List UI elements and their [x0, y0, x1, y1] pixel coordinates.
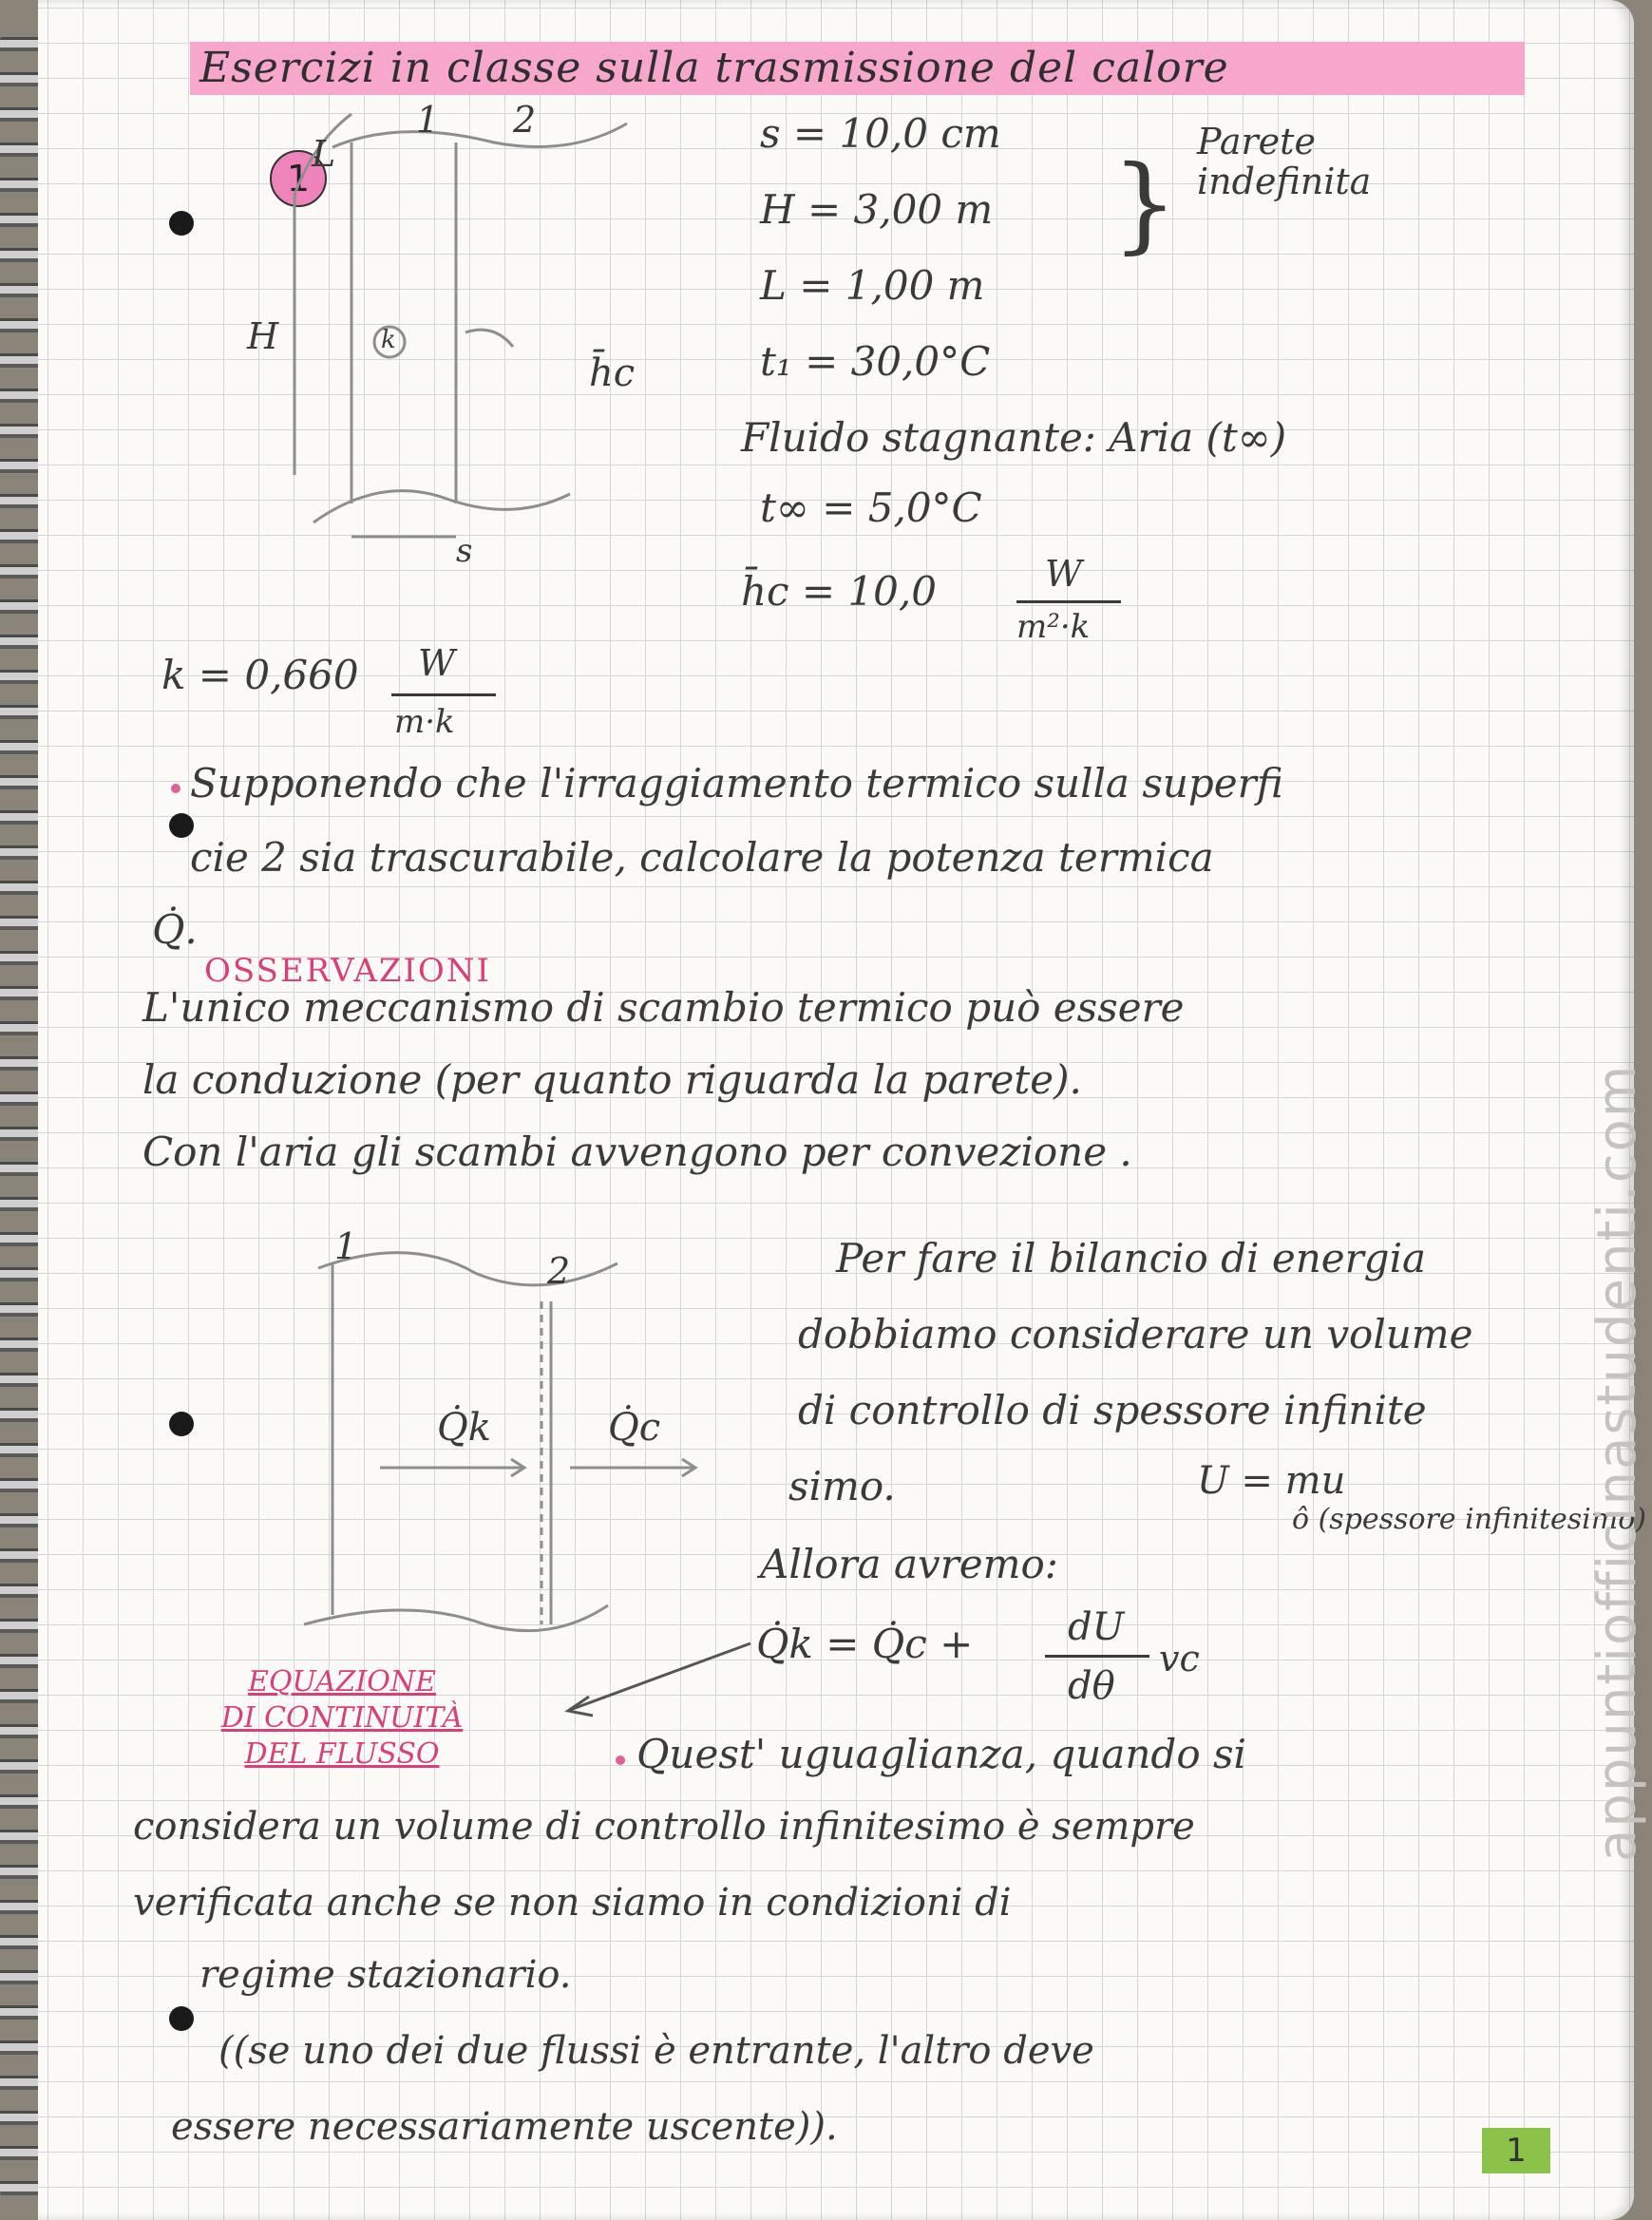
k-unit-den: m·k: [394, 703, 455, 741]
page-title: Esercizi in classe sulla trasmissione del calore: [190, 42, 1525, 95]
paren-line-2: essere necessariamente uscente)).: [171, 2105, 838, 2149]
fluid-line: Fluido stagnante: Aria (t∞): [741, 414, 1287, 461]
equality-line-3: verificata anche se non siamo in condizioni di: [133, 1881, 1012, 1925]
u-equation: U = mu: [1197, 1459, 1346, 1503]
energy-line-1: Per fare il bilancio di energia: [836, 1235, 1427, 1281]
k-fraction-bar: [391, 693, 496, 696]
punch-hole: [169, 2006, 194, 2031]
wall-diagram: [256, 104, 693, 579]
observations-heading: OSSERVAZIONI: [204, 952, 491, 990]
continuity-line-2: DI CONTINUITÀ: [220, 1701, 464, 1735]
diagram2-label-qc: Q̇c: [608, 1406, 661, 1450]
continuity-line-1: EQUAZIONE: [248, 1665, 436, 1698]
given-H: H = 3,00 m: [760, 186, 994, 233]
equality-line-4: regime stazionario.: [199, 1953, 572, 1997]
diagram1-label-k: k: [381, 326, 396, 354]
diagram2-label-1: 1: [334, 1225, 358, 1267]
observation-line-3: Con l'aria gli scambi avvengono per convezione .: [142, 1129, 1132, 1175]
control-volume-diagram: [266, 1206, 760, 1662]
diagram1-label-hc: h̄c: [589, 351, 636, 395]
equation-fraction-bar: [1045, 1655, 1149, 1658]
cv-bottom-curve: [304, 1605, 608, 1631]
notebook-page: [38, 0, 1648, 2220]
given-t1: t₁ = 30,0°C: [760, 338, 991, 385]
t-infinity: t∞ = 5,0°C: [760, 484, 982, 531]
problem-line-3: Q̇.: [152, 906, 198, 953]
punch-hole: [169, 1412, 194, 1436]
watermark: appuntiofficinastudenti.com: [1586, 1063, 1648, 1862]
hc-unit-den: m²·k: [1016, 608, 1091, 646]
hc-value: h̄c = 10,0: [741, 568, 937, 615]
diagram1-label-L: L: [312, 133, 336, 175]
spessore-note: ô (spessore infinitesimo): [1292, 1503, 1646, 1536]
continuity-line-3: DEL FLUSSO: [244, 1737, 440, 1771]
energy-line-2: dobbiamo considerare un volume: [798, 1311, 1473, 1357]
equation-vc: vc: [1159, 1638, 1200, 1679]
equation-frac-den: dθ: [1068, 1664, 1115, 1708]
diagram2-label-qk: Q̇k: [437, 1406, 492, 1450]
wall-note: Parete indefinita: [1197, 121, 1372, 202]
equation-frac-num: dU: [1068, 1605, 1125, 1649]
equality-bullet: [616, 1755, 625, 1765]
given-s: s = 10,0 cm: [760, 110, 1001, 157]
equality-line-2: considera un volume di controllo infinitesimo è sempre: [133, 1805, 1195, 1849]
continuity-arrow: [551, 1634, 760, 1729]
problem-line-2: cie 2 sia trascurabile, calcolare la potenza termica: [190, 834, 1214, 881]
punch-hole: [169, 813, 194, 838]
k-value: k = 0,660: [161, 652, 359, 698]
given-L: L = 1,00 m: [760, 262, 985, 309]
observation-line-1: L'unico meccanismo di scambio termico può essere: [142, 984, 1185, 1031]
allora-line: Allora avremo:: [760, 1541, 1058, 1587]
wall-top-curve: [332, 123, 627, 147]
energy-line-4: simo.: [788, 1463, 896, 1509]
page-number: 1: [1482, 2128, 1550, 2173]
problem-line-1: Supponendo che l'irraggiamento termico sulla superfi: [190, 760, 1283, 806]
hc-leader: [465, 330, 513, 347]
problem-bullet: [171, 784, 180, 793]
diagram1-label-H: H: [247, 315, 279, 357]
continuity-label: [180, 1664, 503, 1773]
diagram1-label-2: 2: [513, 99, 537, 141]
diagram1-label-s: s: [456, 532, 473, 570]
hc-fraction-bar: [1016, 600, 1121, 603]
k-unit-num: W: [418, 642, 456, 684]
diagram1-label-1: 1: [416, 99, 440, 141]
exercise-number-badge: 1: [270, 150, 327, 207]
paren-line-1: ((se uno dei due flussi è entrante, l'altro deve: [218, 2029, 1094, 2073]
brace: }: [1111, 142, 1178, 264]
punch-hole: [169, 211, 194, 236]
equation-left: Q̇k = Q̇c +: [756, 1621, 974, 1667]
diagram2-label-2: 2: [547, 1250, 571, 1292]
equality-line-1: Quest' uguaglianza, quando si: [636, 1731, 1246, 1777]
observation-line-2: la conduzione (per quanto riguarda la parete).: [142, 1056, 1082, 1103]
hc-unit-num: W: [1045, 553, 1083, 595]
cv-top-curve: [318, 1253, 617, 1285]
energy-line-3: di controllo di spessore infinite: [798, 1387, 1427, 1433]
